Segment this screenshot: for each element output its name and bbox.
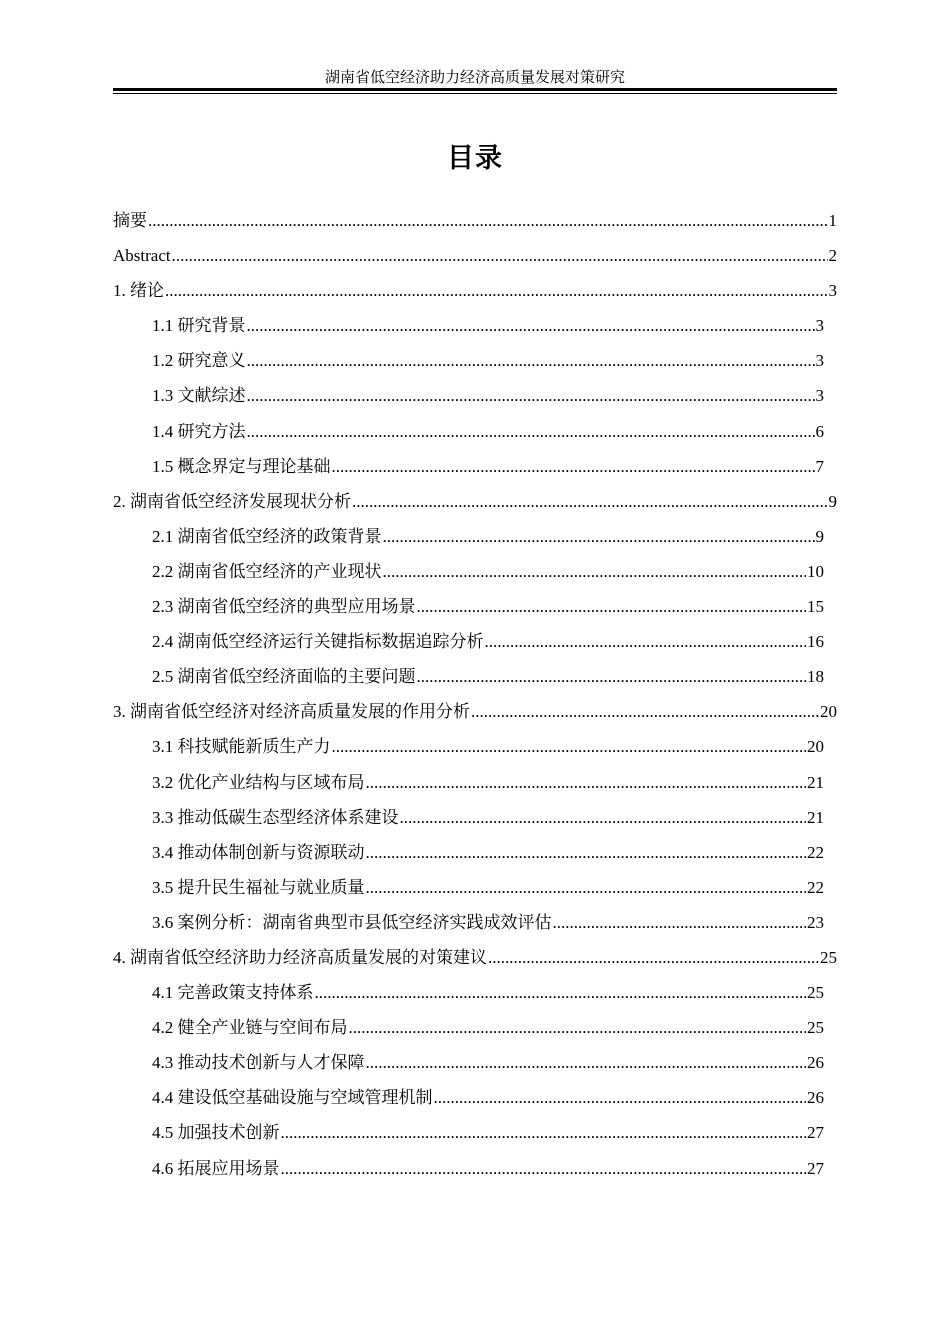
toc-entry-label: 4.2 健全产业链与空间布局 xyxy=(152,1018,348,1038)
toc-entry[interactable] xyxy=(113,554,837,589)
toc-entry-label: 3.4 推动体制创新与资源联动 xyxy=(152,842,365,862)
toc-entry-label: 2.2 湖南省低空经济的产业现状 xyxy=(152,561,382,581)
toc-entry-page-number: 3 xyxy=(815,386,824,406)
toc-entry-page-number: 27 xyxy=(807,1123,824,1143)
toc-entry-page-number: 16 xyxy=(807,632,824,652)
toc-dot-leader xyxy=(281,1151,807,1186)
toc-entry[interactable] xyxy=(113,729,837,764)
toc-entry[interactable] xyxy=(113,203,837,238)
toc-entry-page-number: 25 xyxy=(820,947,837,967)
toc-entry[interactable] xyxy=(113,519,837,554)
toc-entry-page-number: 26 xyxy=(807,1053,824,1073)
toc-entry-page-number: 1 xyxy=(828,211,837,230)
toc-entry-page-number: 3 xyxy=(815,316,824,336)
toc-entry-label: 1. 绪论 xyxy=(113,281,164,301)
toc-entry-label: 1.3 文献综述 xyxy=(152,386,246,406)
toc-entry-page-number: 22 xyxy=(807,842,824,862)
toc-entry[interactable] xyxy=(113,905,837,940)
toc-entry-page-number: 9 xyxy=(828,491,837,511)
toc-dot-leader xyxy=(148,203,828,238)
toc-title: 目录 xyxy=(447,143,503,174)
toc-dot-leader xyxy=(366,870,807,905)
toc-entry[interactable] xyxy=(113,1045,837,1080)
toc-entry[interactable] xyxy=(113,1115,837,1150)
toc-dot-leader xyxy=(417,659,807,694)
toc-entry[interactable] xyxy=(113,449,837,484)
toc-entry[interactable] xyxy=(113,414,837,449)
toc-entry[interactable] xyxy=(113,765,837,800)
toc-entry-label: 3.6 案例分析：湖南省典型市县低空经济实践成效评估 xyxy=(152,912,552,932)
toc-entry-page-number: 9 xyxy=(815,526,824,546)
toc-entry[interactable] xyxy=(113,835,837,870)
toc-dot-leader xyxy=(488,940,819,975)
toc-entry-label: 4.3 推动技术创新与人才保障 xyxy=(152,1053,365,1073)
toc-entry-label: 3. 湖南省低空经济对经济高质量发展的作用分析 xyxy=(113,702,470,722)
toc-entry-page-number: 27 xyxy=(807,1158,824,1178)
toc-entry-label: 摘要 xyxy=(113,211,147,230)
toc-entry-page-number: 3 xyxy=(815,351,824,371)
toc-dot-leader xyxy=(172,238,828,273)
toc-dot-leader xyxy=(366,765,807,800)
toc-dot-leader xyxy=(366,835,807,870)
toc-dot-leader xyxy=(247,378,815,413)
toc-dot-leader xyxy=(352,484,828,519)
toc-dot-leader xyxy=(400,800,807,835)
toc-entry-label: 3.2 优化产业结构与区域布局 xyxy=(152,772,365,792)
toc-entry-page-number: 25 xyxy=(807,983,824,1003)
toc-entry-label: 2.3 湖南省低空经济的典型应用场景 xyxy=(152,597,416,617)
toc-entry-page-number: 25 xyxy=(807,1018,824,1038)
toc-entry-label: 1.5 概念界定与理论基础 xyxy=(152,456,331,476)
toc-entry[interactable] xyxy=(113,1010,837,1045)
toc-entry-label: 4. 湖南省低空经济助力经济高质量发展的对策建议 xyxy=(113,947,487,967)
toc-entry-page-number: 26 xyxy=(807,1088,824,1108)
toc-entry[interactable] xyxy=(113,975,837,1010)
toc-entry-label: 3.1 科技赋能新质生产力 xyxy=(152,737,331,757)
toc-entry-page-number: 22 xyxy=(807,877,824,897)
toc-dot-leader xyxy=(434,1080,807,1115)
toc-entry-label: 4.5 加强技术创新 xyxy=(152,1123,280,1143)
toc-dot-leader xyxy=(553,905,807,940)
toc-entry-page-number: 20 xyxy=(820,702,837,722)
toc-entry-page-number: 6 xyxy=(815,421,824,441)
toc-dot-leader xyxy=(281,1115,807,1150)
toc-entry-page-number: 20 xyxy=(807,737,824,757)
toc-entry-page-number: 21 xyxy=(807,807,824,827)
toc-entry-label: 4.1 完善政策支持体系 xyxy=(152,983,314,1003)
header-rule-thin xyxy=(113,93,837,94)
toc-entry-page-number: 15 xyxy=(807,597,824,617)
toc-dot-leader xyxy=(349,1010,807,1045)
toc-entry-label: 1.4 研究方法 xyxy=(152,421,246,441)
toc-entry-page-number: 18 xyxy=(807,667,824,687)
toc-entry-label: 1.2 研究意义 xyxy=(152,351,246,371)
toc-entry[interactable] xyxy=(113,589,837,624)
table-of-contents xyxy=(113,203,837,1186)
toc-dot-leader xyxy=(332,729,807,764)
toc-entry-label: 3.5 提升民生福祉与就业质量 xyxy=(152,877,365,897)
running-header: 湖南省低空经济助力经济高质量发展对策研究 xyxy=(324,70,625,86)
toc-entry-label: 3.3 推动低碳生态型经济体系建设 xyxy=(152,807,399,827)
toc-entry[interactable] xyxy=(113,694,837,729)
toc-entry-label: 2.5 湖南省低空经济面临的主要问题 xyxy=(152,667,416,687)
toc-dot-leader xyxy=(247,308,815,343)
toc-dot-leader xyxy=(332,449,815,484)
toc-entry[interactable] xyxy=(113,800,837,835)
toc-entry[interactable] xyxy=(113,870,837,905)
toc-entry[interactable] xyxy=(113,659,837,694)
toc-entry[interactable] xyxy=(113,484,837,519)
toc-entry-page-number: 10 xyxy=(807,561,824,581)
toc-dot-leader xyxy=(165,273,828,308)
header-rule-thick xyxy=(113,88,837,91)
toc-dot-leader xyxy=(383,554,807,589)
toc-dot-leader xyxy=(247,414,815,449)
toc-entry-label: 4.6 拓展应用场景 xyxy=(152,1158,280,1178)
toc-dot-leader xyxy=(485,624,807,659)
toc-entry[interactable] xyxy=(113,343,837,378)
toc-entry[interactable] xyxy=(113,1080,837,1115)
toc-dot-leader xyxy=(366,1045,807,1080)
toc-entry[interactable] xyxy=(113,273,837,308)
toc-entry-label: 2. 湖南省低空经济发展现状分析 xyxy=(113,491,351,511)
toc-dot-leader xyxy=(417,589,807,624)
toc-entry[interactable] xyxy=(113,308,837,343)
toc-entry[interactable] xyxy=(113,624,837,659)
toc-entry-label: 2.1 湖南省低空经济的政策背景 xyxy=(152,526,382,546)
toc-entry-label: 4.4 建设低空基础设施与空域管理机制 xyxy=(152,1088,433,1108)
toc-entry[interactable] xyxy=(113,238,837,273)
toc-dot-leader xyxy=(383,519,815,554)
toc-entry-page-number: 23 xyxy=(807,912,824,932)
toc-entry-page-number: 21 xyxy=(807,772,824,792)
toc-entry-page-number: 2 xyxy=(828,246,837,266)
toc-entry-label: 1.1 研究背景 xyxy=(152,316,246,336)
toc-dot-leader xyxy=(247,343,815,378)
toc-entry[interactable] xyxy=(113,940,837,975)
toc-dot-leader xyxy=(471,694,819,729)
toc-entry-label: Abstract xyxy=(113,246,171,266)
toc-entry[interactable] xyxy=(113,1151,837,1186)
toc-entry-label: 2.4 湖南低空经济运行关键指标数据追踪分析 xyxy=(152,632,484,652)
toc-entry-page-number: 3 xyxy=(828,281,837,301)
toc-entry[interactable] xyxy=(113,378,837,413)
toc-dot-leader xyxy=(315,975,807,1010)
toc-entry-page-number: 7 xyxy=(815,456,824,476)
